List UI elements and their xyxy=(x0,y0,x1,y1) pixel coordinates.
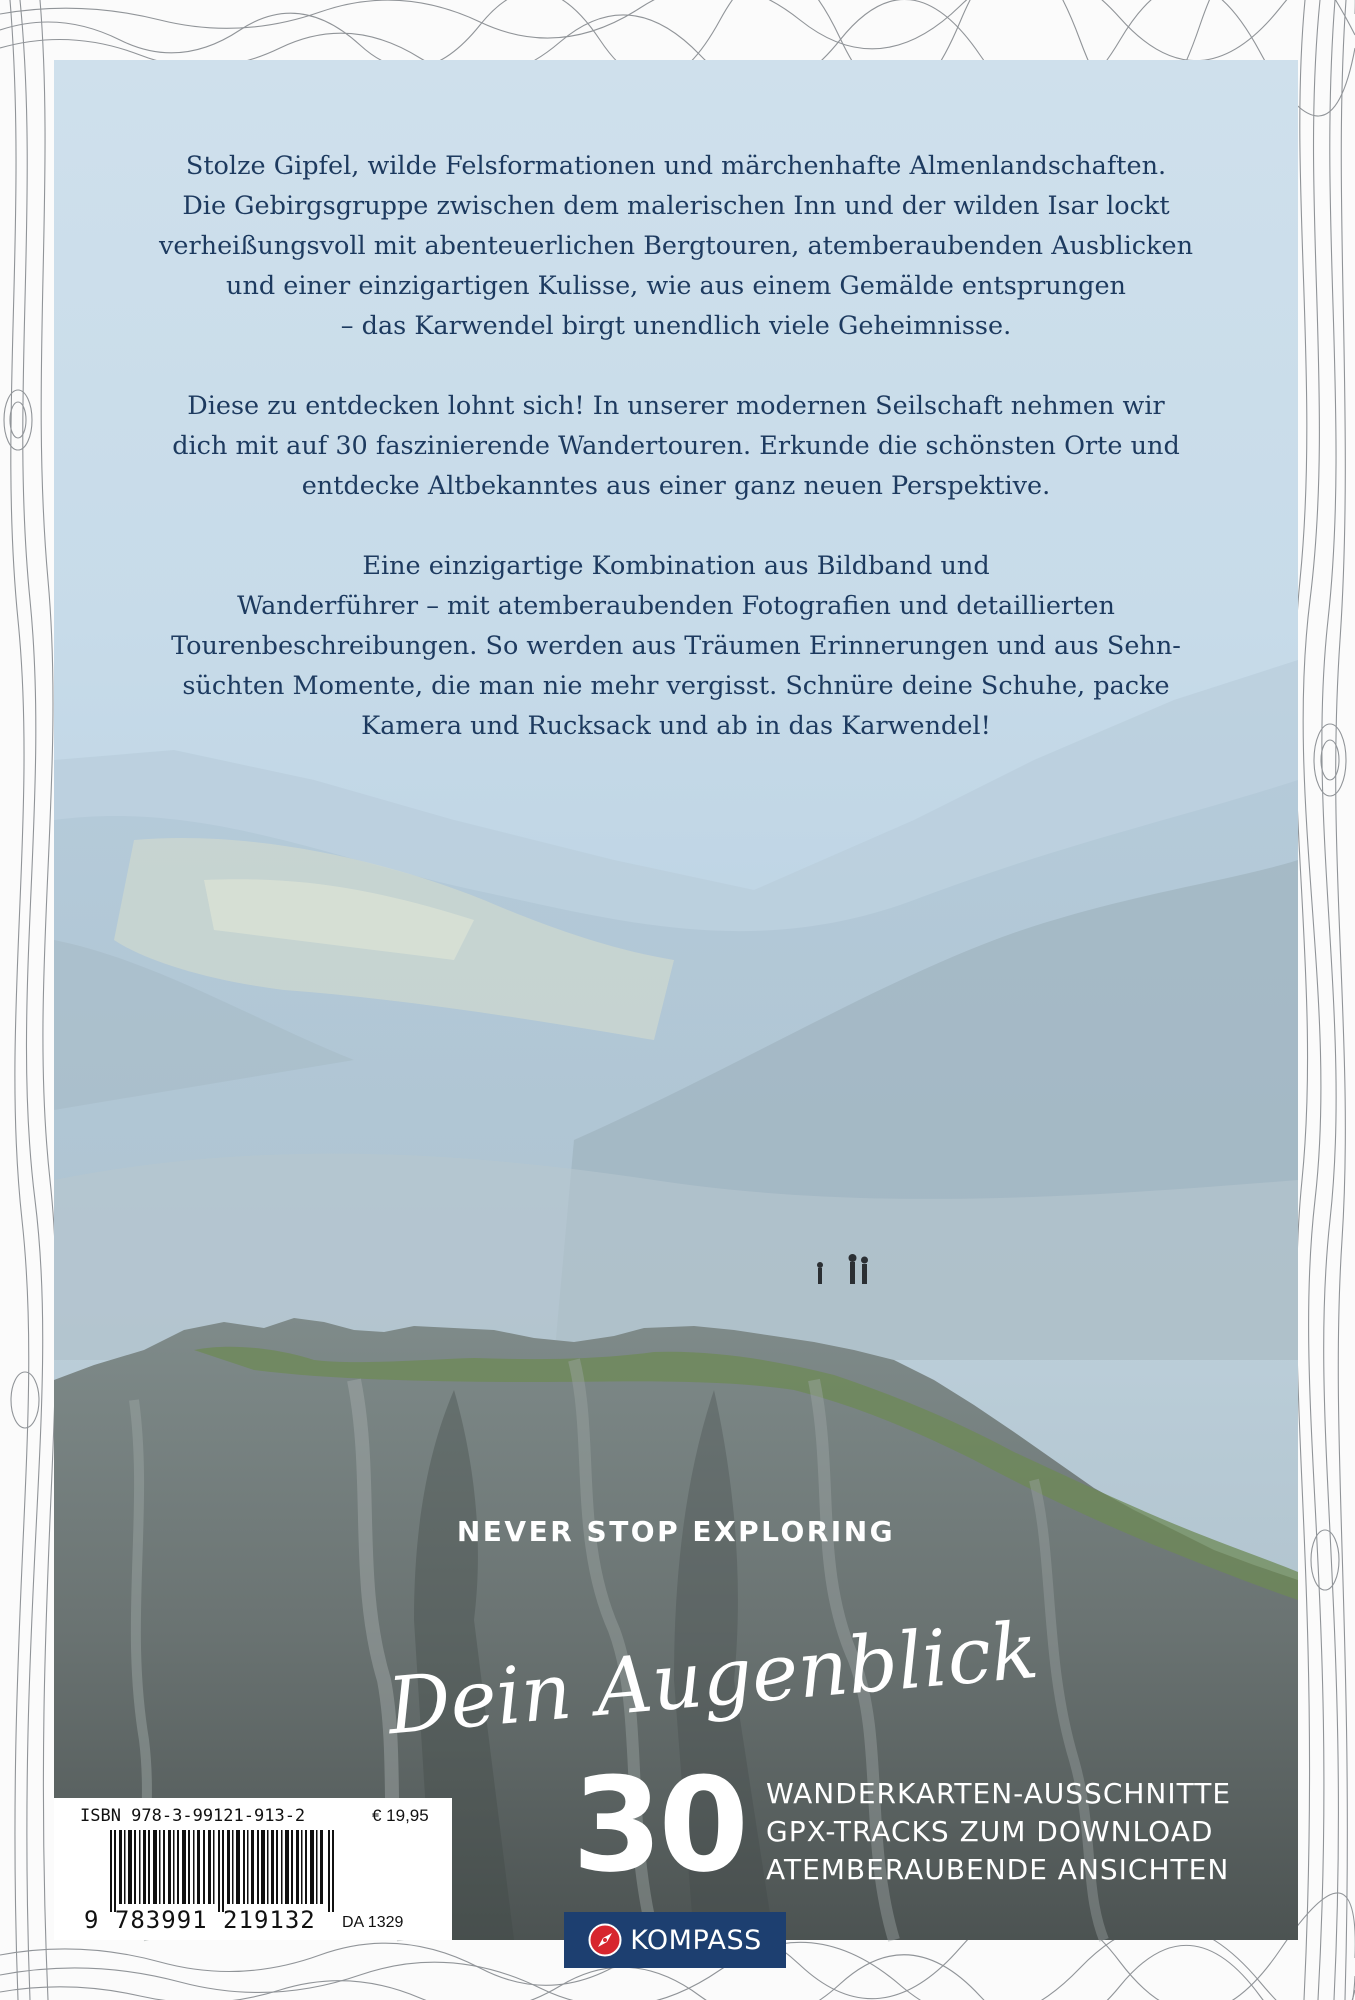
text-line: und einer einzigartigen Kulisse, wie aus einem Gemälde entsprungen xyxy=(226,271,1126,301)
cover-photo-panel xyxy=(54,60,1298,1940)
ean-number: 9 783991 219132 xyxy=(84,1906,316,1934)
text-line: Tourenbeschreibungen. So werden aus Träumen Erinnerungen und aus Sehn- xyxy=(171,631,1181,661)
feature-item: GPX-TRACKS ZUM DOWNLOAD xyxy=(766,1815,1214,1848)
text-line: Diese zu entdecken lohnt sich! In unserer modernen Seilschaft nehmen wir xyxy=(187,391,1165,421)
text-line: süchten Momente, die man nie mehr vergisst. Schnüre deine Schuhe, packe xyxy=(182,671,1170,701)
slogan: NEVER STOP EXPLORING xyxy=(456,1515,896,1548)
text-line: entdecke Altbekanntes aus einer ganz neuen Perspektive. xyxy=(301,471,1051,501)
script-title-text: Dein Augenblick xyxy=(384,1605,1042,1753)
barcode-label xyxy=(54,1798,452,1940)
description-paragraph-2 xyxy=(114,386,1238,506)
description-text xyxy=(114,146,1238,786)
script-title xyxy=(384,1600,1042,1753)
article-code: DA 1329 xyxy=(342,1914,404,1931)
text-line: verheißungsvoll mit abenteuerlichen Bergtouren, atemberaubenden Ausblicken xyxy=(158,231,1194,261)
text-line: Die Gebirgsgruppe zwischen dem malerischen Inn und der wilden Isar lockt xyxy=(182,191,1170,221)
text-line: Wanderführer – mit atemberaubenden Fotografien und detaillierten xyxy=(237,591,1115,621)
description-paragraph-1 xyxy=(114,146,1238,346)
feature-list xyxy=(766,1775,1231,1889)
compass-icon xyxy=(588,1923,622,1957)
feature-item: ATEMBERAUBENDE ANSICHTEN xyxy=(766,1853,1230,1886)
text-line: Stolze Gipfel, wilde Felsformationen und märchenhafte Almenlandschaften. xyxy=(185,151,1167,181)
description-paragraph-3 xyxy=(114,546,1238,746)
text-line: – das Karwendel birgt unendlich viele Geheimnisse. xyxy=(340,311,1012,341)
text-line: Eine einzigartige Kombination aus Bildband und xyxy=(362,551,990,581)
text-line: Kamera und Rucksack und ab in das Karwendel! xyxy=(361,711,991,741)
price: € 19,95 xyxy=(372,1806,429,1825)
barcode-bars xyxy=(110,1830,336,1912)
feature-item: WANDERKARTEN-AUSSCHNITTE xyxy=(766,1777,1232,1810)
kompass-logo-box xyxy=(564,1912,786,1968)
publisher-name: KOMPASS xyxy=(630,1924,762,1956)
text-line: dich mit auf 30 faszinierende Wandertouren. Erkunde die schönsten Orte und xyxy=(172,431,1180,461)
isbn-number: ISBN 978-3-99121-913-2 xyxy=(80,1806,306,1826)
tour-count: 30 xyxy=(572,1749,745,1901)
